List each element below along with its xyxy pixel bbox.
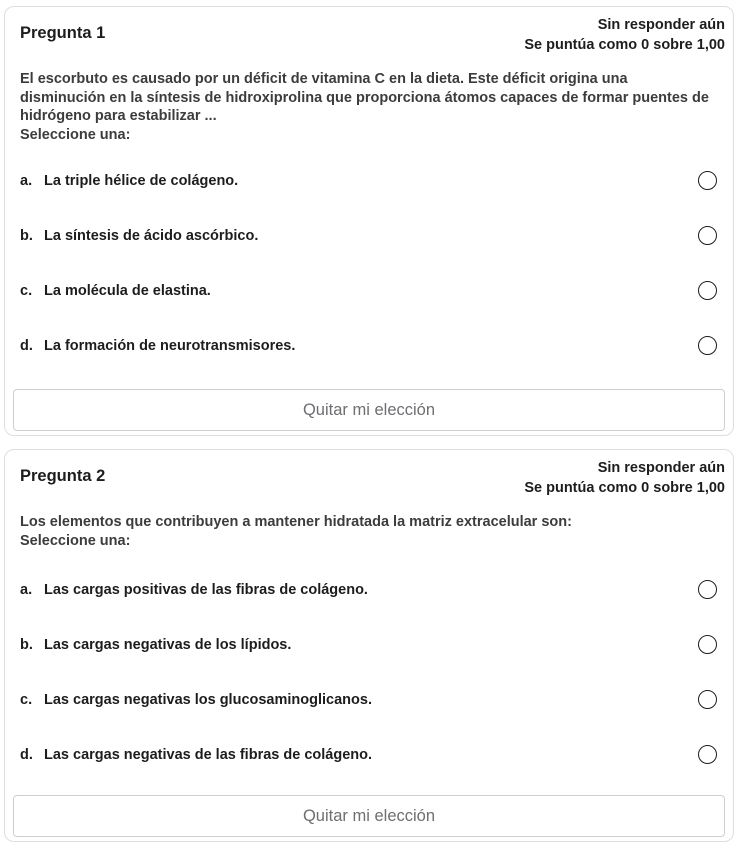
- radio-button[interactable]: [698, 690, 717, 709]
- question-status: Sin responder aún: [597, 17, 725, 33]
- question-card-1: [4, 6, 734, 436]
- option-letter: c.: [20, 692, 33, 708]
- answer-option-c[interactable]: [5, 270, 733, 325]
- radio-button[interactable]: [698, 336, 717, 355]
- question-info: [524, 15, 725, 55]
- option-letter: b.: [20, 637, 33, 653]
- option-letter: c.: [20, 283, 33, 299]
- question-grade: Se puntúa como 0 sobre 1,00: [524, 37, 725, 53]
- question-title: Pregunta 1: [20, 24, 106, 42]
- question-text: El escorbuto es causado por un déficit de vitamina C en la dieta. Este déficit origina una disminución en la síntesis de hidroxiprolina que proporciona átomos capaces de formar puentes de hidrógeno para estabilizar ...: [20, 71, 709, 124]
- option-letter: a.: [20, 582, 33, 598]
- select-prompt: Seleccione una:: [20, 126, 131, 143]
- option-text: Las cargas negativas los glucosaminoglicanos.: [44, 692, 372, 708]
- question-text: Los elementos que contribuyen a mantener hidratada la matriz extracelular son:: [20, 514, 572, 530]
- answer-options: [5, 569, 733, 789]
- option-letter: d.: [20, 747, 33, 763]
- option-text: Las cargas negativas de las fibras de colágeno.: [44, 747, 372, 763]
- option-text: Las cargas positivas de las fibras de colágeno.: [44, 582, 368, 598]
- question-text-block: [20, 513, 709, 550]
- answer-option-c[interactable]: [5, 679, 733, 734]
- question-grade: Se puntúa como 0 sobre 1,00: [524, 480, 725, 496]
- radio-button[interactable]: [698, 745, 717, 764]
- radio-button[interactable]: [698, 580, 717, 599]
- option-letter: b.: [20, 228, 33, 244]
- answer-option-a[interactable]: [5, 160, 733, 215]
- answer-option-d[interactable]: [5, 325, 733, 380]
- radio-button[interactable]: [698, 281, 717, 300]
- answer-options: [5, 160, 733, 380]
- option-text: La síntesis de ácido ascórbico.: [44, 228, 259, 244]
- answer-option-a[interactable]: [5, 569, 733, 624]
- clear-choice-button[interactable]: Quitar mi elección: [13, 795, 725, 837]
- option-text: Las cargas negativas de los lípidos.: [44, 637, 292, 653]
- question-info: [524, 458, 725, 498]
- select-prompt: Seleccione una:: [20, 532, 131, 549]
- option-text: La formación de neurotransmisores.: [44, 338, 296, 354]
- answer-option-b[interactable]: [5, 215, 733, 270]
- option-letter: a.: [20, 173, 33, 189]
- option-text: La triple hélice de colágeno.: [44, 173, 239, 189]
- radio-button[interactable]: [698, 171, 717, 190]
- radio-button[interactable]: [698, 635, 717, 654]
- question-text-block: [20, 70, 709, 144]
- answer-option-b[interactable]: [5, 624, 733, 679]
- clear-choice-button[interactable]: Quitar mi elección: [13, 389, 725, 431]
- option-text: La molécula de elastina.: [44, 283, 211, 299]
- option-letter: d.: [20, 338, 33, 354]
- question-status: Sin responder aún: [597, 460, 725, 476]
- radio-button[interactable]: [698, 226, 717, 245]
- question-card-2: [4, 449, 734, 842]
- question-title: Pregunta 2: [20, 467, 106, 485]
- answer-option-d[interactable]: [5, 734, 733, 789]
